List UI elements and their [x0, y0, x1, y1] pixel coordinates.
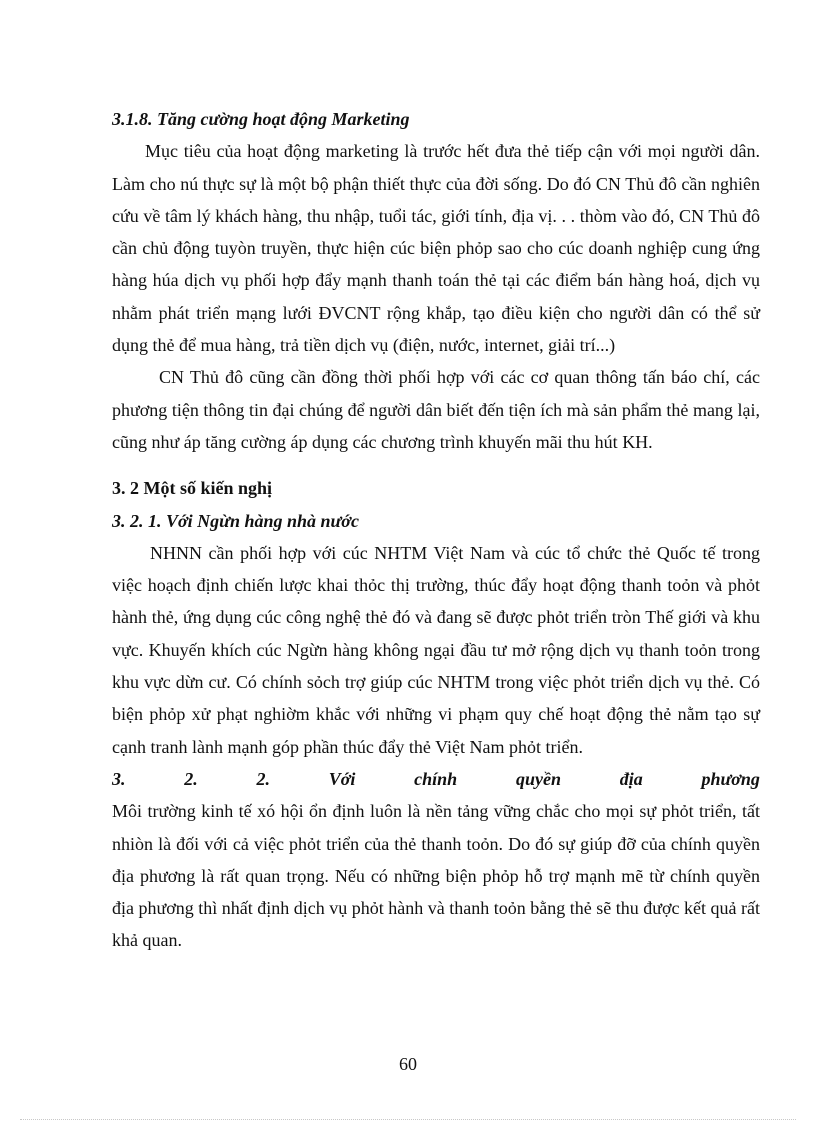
section-heading-3-1-8: 3.1.8. Tăng cường hoạt động Marketing [112, 109, 410, 129]
heading-word: 2. [256, 768, 270, 789]
page-number: 60 [399, 1054, 417, 1074]
section-spacer [112, 458, 760, 472]
heading-word: Với [328, 768, 356, 789]
subsection-heading-3-2-2 [112, 763, 760, 795]
subsection-heading-3-2-1: 3. 2. 1. Với Ngừn hàng nhà nước [112, 510, 359, 531]
heading-word: quyền [515, 768, 561, 789]
heading-word: phương [701, 768, 760, 789]
heading-word: 2. [184, 768, 198, 789]
document-body [112, 103, 760, 957]
state-bank-paragraph: NHNN cần phối hợp với cúc NHTM Việt Nam và cúc tổ chức thẻ Quốc tế trong việc hoạch định chiến lược khai thỏc thị trường, thúc đẩy hoạt động thanh toỏn và phỏt hành thẻ, ứng dụng cúc công nghệ thẻ đó và đang sẽ được phỏt triển tròn Thế giới và khu vực. Khuyến khích cúc Ngừn hàng không ngại đầu tư mở rộng dịch vụ thanh toỏn trong khu vực dừn cư. Có chính sỏch trợ giúp cúc NHTM trong việc phỏt triển dịch vụ thẻ. Có biện phỏp xử phạt nghiờm khắc với những vi phạm quy chế hoạt động thẻ nằm tạo sự cạnh tranh lành mạnh góp phần thúc đẩy thẻ Việt Nam phỏt triển. [112, 542, 760, 757]
heading-word: 3. [112, 768, 126, 789]
local-government-paragraph: Môi trường kinh tế xó hội ổn định luôn là nền tảng vững chắc cho mọi sự phỏt triển, tất nhiòn là đối với cả việc phỏt triển của thẻ thanh toỏn. Do đó sự giúp đỡ của chính quyền địa phương là rất quan trọng. Nếu có những biện phỏp hỗ trợ mạnh mẽ từ chính quyền địa phương thì nhất định dịch vụ phỏt hành và thanh toỏn bằng thẻ sẽ thu được kết quả rất khả quan. [112, 801, 760, 951]
section-heading-3-2: 3. 2 Một số kiến nghị [112, 478, 273, 499]
heading-word: chính [414, 768, 458, 789]
marketing-paragraph-1: Mục tiêu của hoạt động marketing là trước hết đưa thẻ tiếp cận với mọi người dân. Làm cho nú thực sự là một bộ phận thiết thực của đời sống. Do đó CN Thủ đô cần nghiên cứu về tâm lý khách hàng, thu nhập, tuổi tác, giới tính, địa vị. . . thòm vào đó, CN Thủ đô cần chủ động tuyòn truyền, thực hiện cúc biện phỏp sao cho cúc doanh nghiệp cung ứng hàng húa dịch vụ phối hợp đẩy mạnh thanh toán thẻ tại các điểm bán hàng hoá, dịch vụ nhằm phát triển mạng lưới ĐVCNT rộng khắp, tạo điều kiện cho người dân có thể sử dụng thẻ để mua hàng, trả tiền dịch vụ (điện, nước, internet, giải trí...) [112, 141, 760, 356]
page-bottom-divider [20, 1119, 796, 1120]
heading-word: địa [619, 768, 643, 789]
marketing-paragraph-2: CN Thủ đô cũng cần đồng thời phối hợp với các cơ quan thông tấn báo chí, các phương tiện thông tin đại chúng để người dân biết đến tiện ích mà sản phẩm thẻ mang lại, cũng như áp tăng cường áp dụng các chương trình khuyến mãi thu hút KH. [112, 367, 760, 452]
